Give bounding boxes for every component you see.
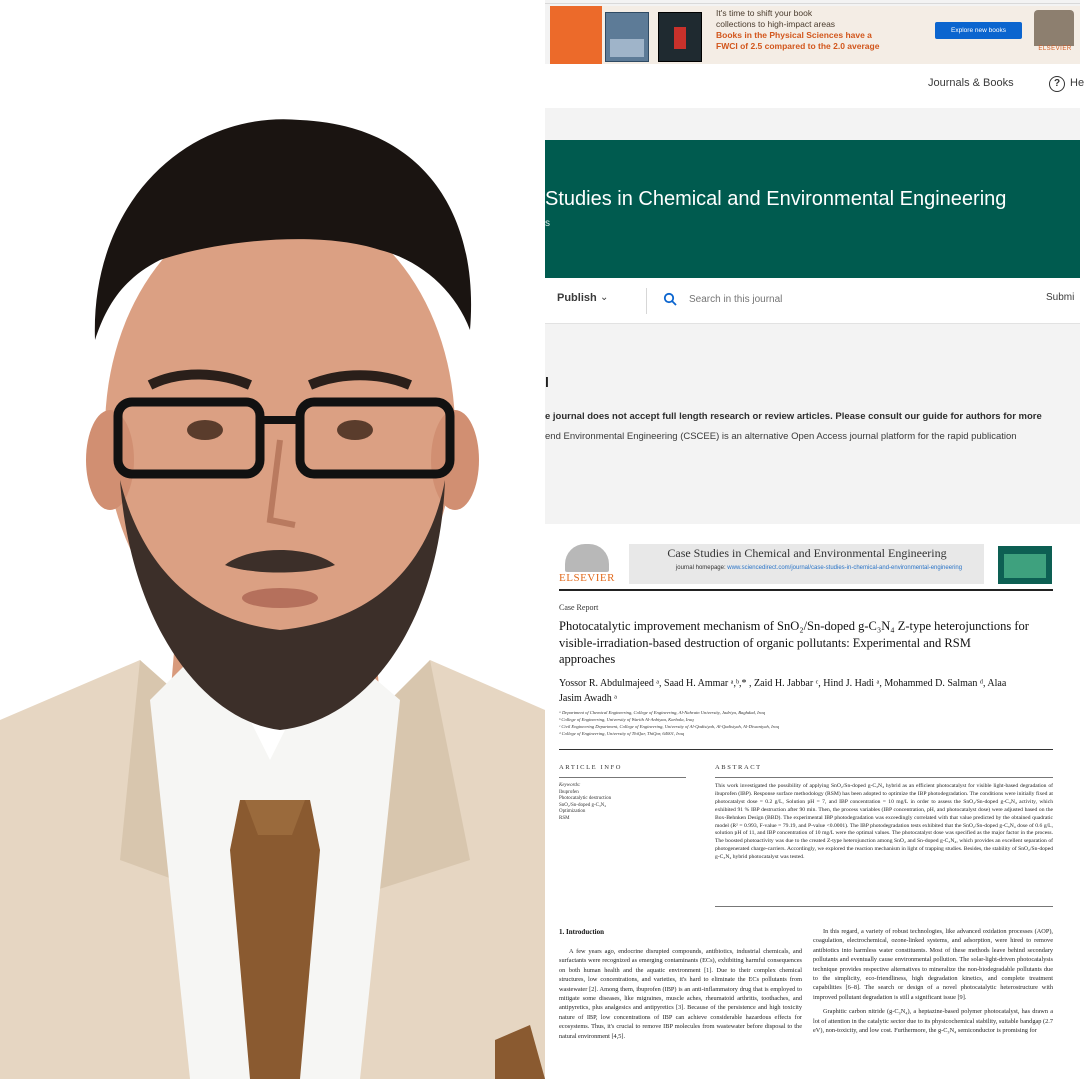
journal-homepage	[669, 564, 969, 573]
nav-divider	[646, 288, 647, 314]
publish-menu[interactable]: Publish	[557, 292, 597, 304]
search-icon[interactable]	[663, 292, 677, 306]
notice-heading: l	[545, 374, 549, 390]
help-icon[interactable]: ?	[1049, 76, 1065, 92]
keywords-label: Keywords:	[559, 783, 581, 788]
paper-page	[545, 524, 1080, 1079]
keyword: Optimization	[559, 809, 586, 814]
journal-title[interactable]: Studies in Chemical and Environmental Engineering	[545, 188, 1007, 210]
ad-banner[interactable]	[550, 6, 1080, 64]
section-heading: 1. Introduction	[559, 928, 604, 936]
banner-accent	[550, 6, 602, 64]
promo-line: It's time to shift your book	[716, 8, 813, 18]
divider	[559, 589, 1053, 591]
affiliations	[559, 709, 1039, 737]
book-cover-image	[605, 12, 649, 62]
homepage-link[interactable]: www.sciencedirect.com/journal/case-studies-in-chemical-and-environmental-engineering	[727, 565, 963, 571]
elsevier-tree-icon	[565, 544, 609, 572]
keyword: Ibuprofen	[559, 789, 579, 795]
divider	[715, 906, 1053, 907]
top-nav	[545, 64, 1084, 108]
notice-line: e journal does not accept full length research or review articles. Please consult our guide for authors for more	[545, 411, 1042, 422]
book-cover-image	[658, 12, 702, 62]
journal-search-input[interactable]	[689, 289, 889, 309]
abstract-heading: ABSTRACT	[715, 764, 762, 771]
publisher-name: ELSEVIER	[559, 572, 615, 584]
journal-screenshot	[545, 0, 1084, 1079]
abstract-text: This work investigated the possibility of applying SnO₂/Sn-doped g-C₃N₄ hybrid as an efficient photocatalyst for visible light-based degradation of ibuprofen (IBP). Response surface methodology (RSM) has been adopted to optimize the IBP photodegradation. The conditions were initially fixed at photocatalyst dose = 0.2 g/L, Solution pH = 7, and IBP concentration = 10 mg/L in order to assess the SnO₂/Sn-doped g-C₃N₄ activity, which exhibited 91 % IBP destruction after 90 min. Then, the process variables (IBP concentration, pH, and photocatalyst dose) were adjusted based on the Box-Behnken Design (BBD). The experimental IBP photodegradation was exceedingly correlated with that value predicted by the obtained quadratic model (R² = 0.993, F-value = 79.19, and P-value <0.0001). The IBP photodegradation tests exhibited that the SnO₂/Sn-doped g-C₃N₄ dose of 0.6 g/L, solution pH of 11, and IBP concentration of 10 mg/L were the optimal values. The photocatalyst dose was specified as the major factor in the process. The boosted photoactivity was due to the created Z-type heterojunction among SnO₂ and Sn-doped g-C₃N₄, which provides an excellent separation of photogenerated charge-carriers. Accordingly, we explored the reaction mechanism in light of trapping studies. Besides, the stability of SnO₂/Sn-doped g-C₃N₄ hybrid photocatalyst was tested.	[715, 783, 1053, 861]
journal-nav	[545, 278, 1080, 324]
article-type: Case Report	[559, 603, 599, 612]
divider	[559, 777, 686, 778]
author-list: Yossor R. Abdulmajeed ᵃ, Saad H. Ammar ᵃ,ᵇ,* , Zaid H. Jabbar ᶜ, Hind J. Hadi ᵃ, Mohammed D. Salman ᵈ, Alaa Jasim Awadh ᵃ	[559, 678, 1007, 704]
journal-header	[545, 140, 1080, 278]
intro-paragraph: In this regard, a variety of robust technologies, like advanced oxidation processes (AOP), coagulation, electrochemical, ozone-linked systems, and adsorption, were hired to remove antibiotics into harmless water constituents. Most of these methods leave behind secondary pollutants and eventually cause environmental pollution. The solar-light-driven photocatalysis technique provides respective alternatives to mineralize the non-biodegradable pollutants due to the simplicity, eco-friendliness, high degradation kinetics, and complete treatment capabilities [6–8]. The search or design of a novel photocatalytic heterostructure with improved pollutant degradation is still a significant issue [9].	[813, 928, 1053, 1001]
homepage-label: journal homepage:	[675, 565, 726, 571]
journal-cover-thumbnail	[998, 546, 1052, 584]
affiliation: ᵃ Department of Chemical Engineering, College of Engineering, Al-Nahrain University, Jadriya, Baghdad, Iraq	[559, 710, 766, 715]
help-link[interactable]: He	[1070, 77, 1084, 89]
notice-line: end Environmental Engineering (CSCEE) is an alternative Open Access journal platform for the rapid publication	[545, 431, 1017, 442]
intro-paragraph: Graphitic carbon nitride (g-C₃N₄), a heptazine-based polymer photocatalyst, has drawn a lot of attention in the catalytic sector due to its physicochemical stability, suitable bandgap (2.7 eV), non-toxicity, and low cost. Furthermore, the g-C₃N₄ semiconductor is promising for	[813, 1008, 1053, 1035]
submit-link[interactable]: Submi	[1046, 292, 1075, 303]
affiliation: ᵇ College of Engineering, University of Warith Al-Anbiyaa, Karbala, Iraq	[559, 717, 694, 722]
journal-masthead	[629, 544, 984, 584]
spacer	[545, 108, 1080, 140]
intro-column-left: A few years ago, endocrine disrupted compounds, antibiotics, industrial chemicals, and surfactants were recognized as emerging contaminants (ECs), exhibiting harmful consequences on both human health and the aquatic environment [1]. Due to their complex chemical structures, low concentrations, and varieties, it's hard to eliminate the ECs pollutants from wastewater [2]. Among them, ibuprofen (IBP) is an anti-inflammatory drug that is employed to mitigate some diseases, like migraines, muscle aches, rheumatoid arthritis, toothaches, and antipyretics, plus analgesics and antipyretics [3]. Because of the persistence and high toxicity nature of IBP, low concentrations of IBP can achieve considerable hazardous effects for ecosystems. Thus, it's crucial to remove IBP molecules from wastewater before disposal to the natural environment [4,5].	[559, 948, 802, 1040]
keyword: RSM	[559, 815, 570, 821]
promo-line: Books in the Physical Sciences have a	[716, 30, 872, 40]
intro-column-right	[813, 927, 1053, 1040]
journal-subtitle: s	[545, 218, 550, 229]
top-divider	[545, 3, 1080, 4]
explore-books-button[interactable]: Explore new books	[935, 22, 1022, 39]
article-info-heading: ARTICLE INFO	[559, 764, 623, 771]
elsevier-logo	[559, 544, 615, 586]
keyword: SnO₂/Sn-doped g-C₃N₄	[559, 802, 607, 808]
divider	[559, 749, 1053, 750]
masthead-journal-name: Case Studies in Chemical and Environmental Engineering	[667, 546, 947, 560]
keyword: Photocatalytic destruction	[559, 796, 612, 801]
brand-name: ELSEVIER	[1038, 46, 1072, 52]
journal-notice	[545, 324, 1080, 524]
promo-line: FWCI of 2.5 compared to the 2.0 average	[716, 41, 880, 51]
paper-title: Photocatalytic improvement mechanism of SnO₂/Sn-doped g-C₃N₄ Z-type heterojunctions for visible-irradiation-based destruction of organic pollutants: Experimental and RSM approaches	[559, 619, 1029, 666]
keywords-block	[559, 783, 686, 822]
affiliation: ᵈ College of Engineering, University of ThiQar, ThiQar, 64001, Iraq	[559, 731, 685, 736]
elsevier-logo	[1034, 10, 1076, 60]
banner-promo-text	[716, 8, 936, 52]
affiliation: ᶜ Civil Engineering Department, College of Engineering, University of Al-Qadisiyah, Al-Qadisiyah, Al-Diwaniyah, Iraq	[559, 724, 780, 729]
journals-books-link[interactable]: Journals & Books	[928, 77, 1014, 89]
chevron-down-icon[interactable]: ⌄	[600, 292, 609, 303]
promo-line: collections to high-impact areas	[716, 19, 836, 29]
divider	[715, 777, 1053, 778]
elsevier-tree-icon	[1034, 10, 1074, 46]
